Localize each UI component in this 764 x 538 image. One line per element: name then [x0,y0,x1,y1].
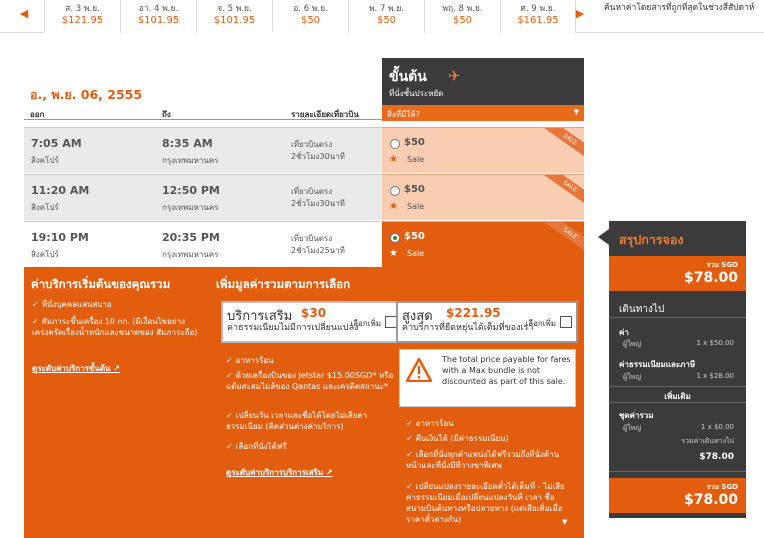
column-depart: ออก [30,110,45,119]
max-feature: ✓ เลือกที่นั่งทุกตำแหน่งได้ฟรีรวมถึงที่นั่งด้านหน้าและที่นั่งมีที่วางขาพิเศษ [406,449,566,471]
max-bundle-option[interactable] [396,301,578,343]
flight-duration: 2ชั่วโมง25นาที [291,246,345,255]
bundle-pax: ผู้ใหญ่ [623,424,642,432]
summary-total-bottom [609,478,746,513]
max-feature: ✓ คืนเงินได้ (มีค่าธรรมเนียม) [406,433,566,444]
sale-ribbon: SALE [544,127,584,160]
base-fare-link[interactable]: ดูระดับค่าบริการขั้นต้น ↗ [32,364,121,373]
fare-line-label: ค่า [619,328,629,337]
base-services-panel [24,267,207,538]
base-services-title: ค่าบริการเริ่มต้นของคุณรวม [31,277,171,291]
arrival-city: กรุงเทพมหานคร [162,250,219,259]
arrival-time: 20:35 PM [162,231,220,244]
fare-pax: ผู้ใหญ่ [623,340,642,348]
flight-duration: 2ชั่วโมง30นาที [291,152,345,161]
sale-ribbon: SALE [544,221,584,254]
radio-icon[interactable] [390,139,400,149]
arrival-time: 12:50 PM [162,184,220,197]
date-label: อา. 4 พ.ย. [138,4,179,14]
date-price: $161.95 [517,15,559,26]
date-label: จ. 5 พ.ย. [217,4,252,14]
tax-calc: 1 x $28.00 [696,372,734,380]
bundle-calc: 1 x $0.00 [700,423,734,431]
booking-summary [609,221,746,518]
flight-row-selected[interactable] [24,221,382,267]
divider [609,386,746,387]
date-price: $101.95 [213,15,256,26]
max-bundle-name: สูงสุด [402,309,433,324]
departure-city: สิงคโปร์ [31,203,59,212]
star-icon: ★ [389,154,398,165]
date-tab[interactable] [196,0,272,33]
departure-time: 11:20 AM [31,184,90,197]
arrival-time: 8:35 AM [162,137,213,150]
fare-price: $50 [404,137,425,148]
date-tab[interactable] [500,0,576,33]
header-divider [24,119,382,120]
chevron-right-icon[interactable]: ▶ [575,7,585,20]
date-tab[interactable] [348,0,424,33]
date-tab[interactable] [120,0,196,33]
flight-type[interactable]: เที่ยวบินตรง [291,187,333,196]
fare-includes-dropdown[interactable] [382,105,584,121]
final-total-label: รวม SGD [706,483,738,491]
fare-cell[interactable] [382,127,584,173]
date-label: ศ. 9 พ.ย. [520,4,556,14]
departure-time: 7:05 AM [31,137,82,150]
extras-label: เพิ่มเติม [664,392,691,401]
fare-includes-label: สิ่งที่มีให้? [387,110,420,119]
max-bundle-price: $221.95 [446,306,501,320]
sale-label: Sale [407,155,425,164]
sale-warning-box [399,349,576,407]
chevron-left-icon[interactable]: ◀ [19,7,29,20]
date-price: $50 [376,15,397,26]
summary-title: สรุปการจอง [619,232,684,247]
fare-cell-selected[interactable] [382,221,584,267]
tax-pax: ผู้ใหญ่ [623,373,642,381]
max-feature: ✓ เปลี่ยนแปลงรายละเอียดตั๋วได้เต็มที่ - ไม่เสียค่าธรรมเนียมเมื่อเปลี่ยนแปลงวันที่ เวลา ชื่อ สนามบินต้นทางหรือปลายทาง (แต่เสียเพิ่มเมื่อราคาตั๋วต่างกัน) [406,481,566,525]
tax-line-label: ค่าธรรมเนียมและภาษี [619,360,696,369]
divider [609,317,746,318]
arrival-city: กรุงเทพมหานคร [162,203,219,212]
plus-feature: ✓ เปลี่ยนวัน เวลาและชื่อได้โดยไม่เสียค่าธรรมเนียม (คิดส่วนต่างค่าบริการ) [226,410,394,432]
bundle-line-label: ชุดค่ารวม [619,411,654,420]
divider [609,402,746,403]
subtotal-amount: $78.00 [699,452,734,462]
radio-icon[interactable] [390,233,400,243]
fare-class-header [382,58,584,105]
departure-date-title: อ., พ.ย. 06, 2555 [30,87,143,102]
date-label: พ. 7 พ.ย. [368,4,405,14]
fare-class-subtitle: ที่นั่งชั้นประหยัด [389,89,444,98]
plus-feature: ✓ เลือกที่นั่งได้ฟรี [226,441,394,452]
fare-cell[interactable] [382,174,584,220]
fare-price: $50 [404,184,425,195]
flight-row[interactable] [24,174,382,220]
warning-icon [406,358,432,382]
date-price: $121.95 [61,15,104,26]
radio-icon[interactable] [390,186,400,196]
flight-row[interactable] [24,127,382,173]
column-details: รายละเอียดเที่ยวบิน [291,110,359,119]
subtotal-label: รวมค่าเดินทางไป [681,437,734,445]
sale-label: Sale [407,202,425,211]
plus-fare-link[interactable]: ดูระดับค่าบริการบริการเสริม ↗ [226,468,333,477]
star-icon: ★ [389,201,398,212]
date-price: $50 [300,15,321,26]
date-price: $101.95 [137,15,180,26]
plus-feature: ✓ อาหารร้อน [226,355,394,366]
arrival-city: กรุงเทพมหานคร [162,156,219,165]
options-title: เพิ่มมูลค่ารวมตามการเลือก [216,277,351,291]
date-label: ส. 3 พ.ย. [65,4,100,14]
summary-pointer [598,229,609,245]
flight-duration: 2ชั่วโมง30นาที [291,199,345,208]
depart-section-title: เดินทางไป [619,304,665,315]
total-label: รวม SGD [706,261,738,269]
fare-price: $50 [404,231,425,242]
date-price: $50 [452,15,473,26]
sale-ribbon: SALE [544,174,584,207]
plane-icon: ✈ [448,67,461,85]
warning-text: The total price payable for fares with a Max bundle is not discounted as part of this sale. [442,355,571,386]
plus-bundle-name: บริการเสริม [227,309,293,324]
max-feature: ✓ อาหารร้อน [406,418,566,429]
flight-type[interactable]: เที่ยวบินตรง [291,140,333,149]
max-select-label: เลือกเพิ่ม [525,319,556,328]
total-amount: $78.00 [683,270,738,286]
date-tab[interactable] [44,0,120,33]
plus-bundle-price: $30 [301,306,327,320]
max-bundle-subtitle: ค่าบริการที่ยืดหยุ่นได้เต็มที่ของเรา [402,323,534,333]
caret-down-icon: ▼ [573,108,579,116]
flight-type[interactable]: เที่ยวบินตรง [291,234,333,243]
plus-bundle-option[interactable] [221,301,403,343]
final-total-amount: $78.00 [683,492,738,508]
fare-class-title: ขั้นต้น [389,69,427,85]
plus-feature: ✓ ด้วยเครื่องบินของ Jetstar $15.00SGD* หรือแต้มสะสมไมล์ของ Qantas และเครดิตสถานะ* [226,370,394,392]
scroll-down-icon[interactable]: ▼ [562,518,568,526]
divider [609,471,746,472]
cheapest-fare-note[interactable]: ค้นหาค่าโดยสารที่ถูกที่สุดในช่วงสี่สัปดาห์ [604,3,755,13]
departure-city: สิงคโปร์ [31,250,59,259]
departure-city: สิงคโปร์ [31,156,59,165]
column-arrive: ถึง [162,110,171,119]
date-tab-selected[interactable] [272,0,348,33]
date-tab[interactable] [424,0,500,33]
date-label: อ. 6 พ.ย. [293,4,328,14]
departure-time: 19:10 PM [31,231,89,244]
plus-select-label: เลือกเพิ่ม [350,319,381,328]
sale-label: Sale [407,249,425,258]
summary-total-top [609,256,746,291]
date-label: พฤ. 8 พ.ย. [442,4,483,14]
base-service-item: ✓ ที่นั่งบุคคลแสนสบาย [32,299,200,310]
date-strip [0,0,764,33]
star-icon: ★ [389,248,398,259]
base-service-item: ✓ สัมภาระขึ้นเครื่อง 10 กก. (มีเงื่อนไขอย่างเคร่งครัดเรื่องน้ำหนักและขนาดของ สัมภาระถือ) [32,316,200,338]
fare-calc: 1 x $50.00 [696,339,734,347]
checkbox-icon[interactable] [560,316,572,328]
plus-bundle-subtitle: ค่าธรรมเนียมไม่มีการเปลี่ยนแปลง [227,323,359,333]
